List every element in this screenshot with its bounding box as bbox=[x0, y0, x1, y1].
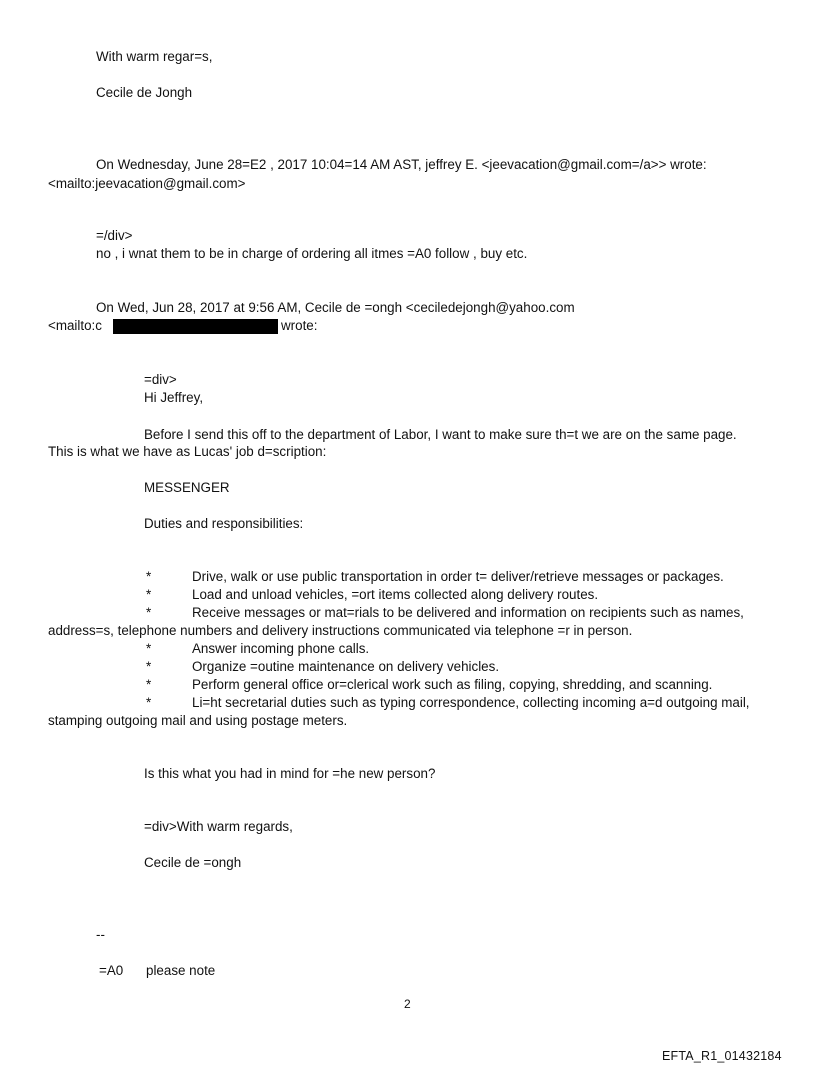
html-div-close: =/div> bbox=[96, 228, 133, 243]
quote-header-line: On Wed, Jun 28, 2017 at 9:56 AM, Cecile de =ongh <ceciledejongh@yahoo.com bbox=[96, 300, 575, 315]
list-item: Receive messages or mat=rials to be delivered and information on recipients such as names, bbox=[192, 605, 744, 620]
list-item: Drive, walk or use public transportation in order t= deliver/retrieve messages or packages. bbox=[192, 569, 724, 584]
note-text: please note bbox=[146, 963, 216, 978]
signature-name: Cecile de Jongh bbox=[96, 85, 193, 100]
page-number: 2 bbox=[404, 997, 411, 1011]
paragraph-line: This is what we have as Lucas' job d=scription: bbox=[48, 444, 327, 459]
quote-header-wrote: wrote: bbox=[281, 318, 318, 333]
list-item: Li=ht secretarial duties such as typing correspondence, collecting incoming a=d outgoing mail, bbox=[192, 695, 750, 710]
signature-name: Cecile de =ongh bbox=[144, 855, 242, 870]
reply-body: no , i wnat them to be in charge of ordering all itmes =A0 follow , buy etc. bbox=[96, 246, 528, 261]
list-item-continuation: stamping outgoing mail and using postage meters. bbox=[48, 713, 348, 728]
bullet: * bbox=[146, 695, 152, 710]
bullet: * bbox=[146, 569, 152, 584]
document-id: EFTA_R1_01432184 bbox=[662, 1049, 782, 1063]
greeting: Hi Jeffrey, bbox=[144, 390, 204, 405]
quote-header-mailto: <mailto:jeevacation@gmail.com> bbox=[48, 176, 246, 191]
closing-text: With warm regar=s, bbox=[96, 49, 213, 64]
bullet: * bbox=[146, 659, 152, 674]
bullet: * bbox=[146, 587, 152, 602]
html-div-open: =div> bbox=[144, 372, 177, 387]
paragraph-line: Before I send this off to the department of Labor, I want to make sure th=t we are on the same page. bbox=[144, 427, 737, 442]
closing-text: =div>With warm regards, bbox=[144, 819, 293, 834]
list-item: Perform general office or=clerical work such as filing, copying, shredding, and scanning. bbox=[192, 677, 713, 692]
quote-header-mailto: <mailto:c bbox=[48, 318, 102, 333]
duties-heading: Duties and responsibilities: bbox=[144, 516, 304, 531]
list-item: Load and unload vehicles, =ort items collected along delivery routes. bbox=[192, 587, 599, 602]
redaction-bar bbox=[113, 319, 278, 334]
note-prefix: =A0 bbox=[99, 963, 124, 978]
signature-separator: -- bbox=[96, 927, 105, 942]
bullet: * bbox=[146, 641, 152, 656]
bullet: * bbox=[146, 677, 152, 692]
list-item: Organize =outine maintenance on delivery vehicles. bbox=[192, 659, 500, 674]
quote-header-line: On Wednesday, June 28=E2 , 2017 10:04=14 AM AST, jeffrey E. <jeevacation@gmail.com=/a>> wrote: bbox=[96, 157, 707, 172]
question-text: Is this what you had in mind for =he new person? bbox=[144, 766, 436, 781]
list-item: Answer incoming phone calls. bbox=[192, 641, 370, 656]
list-item-continuation: address=s, telephone numbers and delivery instructions communicated via telephone =r in person. bbox=[48, 623, 633, 638]
bullet: * bbox=[146, 605, 152, 620]
job-title: MESSENGER bbox=[144, 480, 230, 495]
